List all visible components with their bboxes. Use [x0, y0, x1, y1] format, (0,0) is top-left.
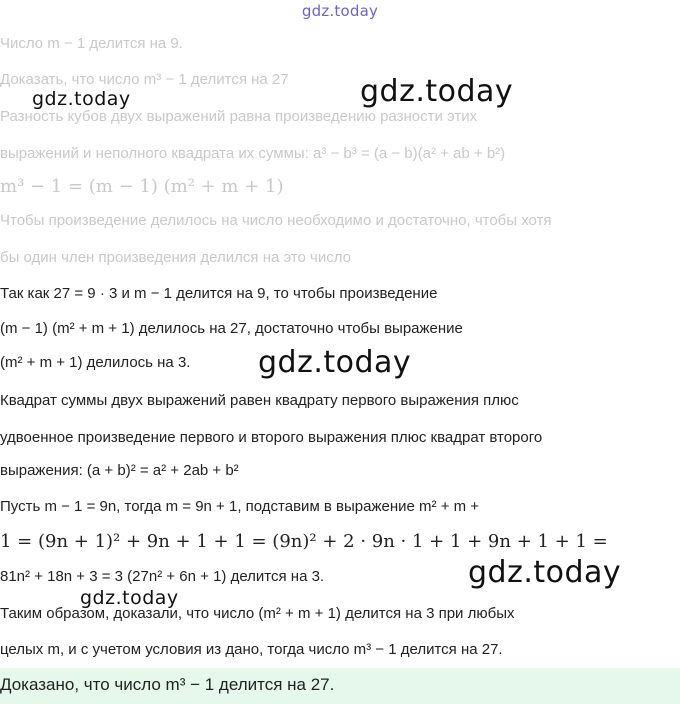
conclusion-text: Доказано, что число m³ − 1 делится на 27. [0, 675, 335, 694]
solution-line-11: целых m, и с учетом условия из дано, тогда число m³ − 1 делится на 27. [0, 641, 503, 658]
theory-formula: m³ − 1 = (m − 1) (m² + m + 1) [0, 176, 284, 197]
solution-line-3: (m² + m + 1) делилось на 3. [0, 354, 191, 371]
theory-line-4: бы один член произведения делился на это число [0, 249, 351, 266]
watermark-top: gdz.today [301, 2, 379, 20]
watermark-small-2: gdz.today [80, 587, 179, 609]
given-line-2: Доказать, что число m³ − 1 делится на 27 [0, 71, 289, 88]
solution-line-9: 81n² + 18n + 3 = 3 (27n² + 6n + 1) делится на 3. [0, 568, 325, 585]
theory-line-2: выражений и неполного квадрата их суммы: a³ − b³ = (a − b)(a² + ab + b²) [0, 145, 506, 162]
solution-line-6: выражения: (a + b)² = a² + 2ab + b² [0, 462, 239, 479]
solution-line-8: 1 = (9n + 1)² + 9n + 1 + 1 = (9n)² + 2 · 9n · 1 + 1 + 9n + 1 + 1 = [0, 531, 608, 552]
theory-line-3: Чтобы произведение делилось на число необходимо и достаточно, чтобы хотя [0, 212, 552, 229]
watermark-large-1: gdz.today [360, 74, 514, 109]
solution-line-4: Квадрат суммы двух выражений равен квадрату первого выражения плюс [0, 392, 519, 409]
solution-line-5: удвоенное произведение первого и второго выражения плюс квадрат второго [0, 429, 543, 446]
solution-line-10: Таким образом, доказали, что число (m² + m + 1) делится на 3 при любых [0, 605, 515, 622]
watermark-large-3: gdz.today [468, 555, 622, 590]
watermark-large-2: gdz.today [258, 345, 412, 380]
solution-line-7: Пусть m − 1 = 9n, тогда m = 9n + 1, подставим в выражение m² + m + [0, 498, 480, 515]
theory-line-1: Разность кубов двух выражений равна произведению разности этих [0, 108, 478, 125]
solution-line-1: Так как 27 = 9 · 3 и m − 1 делится на 9, то чтобы произведение [0, 285, 438, 302]
watermark-small-1: gdz.today [32, 88, 131, 110]
given-line-1: Число m − 1 делится на 9. [0, 35, 183, 52]
conclusion-box [0, 668, 680, 704]
solution-line-2: (m − 1) (m² + m + 1) делилось на 27, достаточно чтобы выражение [0, 320, 463, 337]
